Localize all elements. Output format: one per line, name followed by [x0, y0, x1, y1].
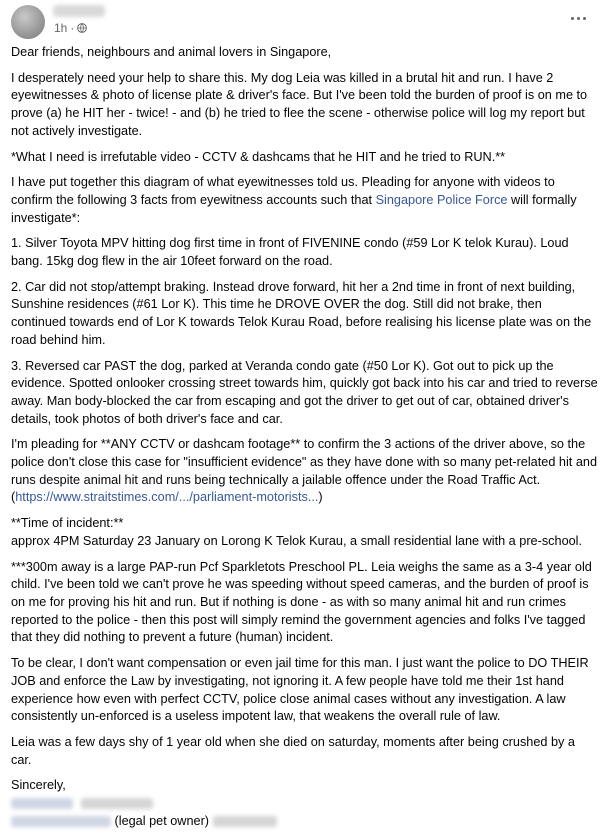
- post-meta: [54, 21, 87, 35]
- incident-time: [11, 515, 598, 550]
- meta-separator: ·: [70, 21, 75, 35]
- fact-2: 2. Car did not stop/attempt braking. Instead drove forward, hit her a 2nd time in front of next building, Sunshine residences (#61 Lor K). This time he DROVE OVER the dog. Still did not brake, then continued towards end of Lor K towards Telok Kurau Road, before realising his license plate was on the road behind him.: [11, 279, 592, 347]
- paragraph-plea-text-a: I'm pleading for **ANY CCTV or dashcam footage** to confirm the 3 actions of the driver above, so the police don't close this case for "insufficient evidence" as they have done with so many pet-related hit and runs despite animal hit and runs being technically a jailable offence under the Road Traffic Act. (: [11, 437, 597, 505]
- signature-name-redacted[interactable]: [11, 798, 73, 809]
- contact-redacted: [213, 816, 277, 827]
- fact-3: 3. Reversed car PAST the dog, parked at Veranda condo gate (#50 Lor K). Got out to pick up the evidence. Spotted onlooker crossing street towards him, quickly got back into his car and tried to reverse away. Man body-blocked the car from escaping and got the driver to get out of car, obtained driver's details, took photos of both driver's face and car.: [11, 358, 598, 426]
- globe-icon[interactable]: [77, 23, 87, 33]
- tag-singapore-police-force[interactable]: Singapore Police Force: [375, 192, 508, 207]
- more-options-icon[interactable]: [568, 8, 588, 28]
- paragraph-clarify: To be clear, I don't want compensation or even jail time for this man. I just want the police to DO THEIR JOB and enforce the Law by investigating, not ignoring it. A few people have told me their 1st hand experience how even with perfect CCTV, police close animal cases without any investigation. A law consistently un-enforced is a useless impotent law, that weakens the overall rule of law.: [11, 656, 589, 724]
- paragraph-leia-age: Leia was a few days shy of 1 year old when she died on saturday, moments after being crushed by a car.: [11, 734, 575, 767]
- paragraph-intro: I desperately need your help to share this. My dog Leia was killed in a brutal hit and run. I have 2 eyewitnesses & photo of license plate & driver's face. But I've been told the burden of proof is on me to prove (a) he HIT her - twice! - and (b) he tried to flee the scene - otherwise police will log my report but not actively investigate.: [11, 70, 588, 138]
- author-name-redacted[interactable]: [53, 5, 105, 17]
- signoff: [11, 777, 598, 830]
- paragraph-diagram-text-b: will formally investigate*:: [11, 192, 577, 225]
- paragraph-request: *What I need is irrefutable video - CCTV & dashcams that he HIT and he tried to RUN.**: [11, 149, 506, 164]
- post-body: [11, 44, 598, 832]
- sincerely-text: Sincerely,: [11, 778, 66, 793]
- tagged-name-redacted[interactable]: [11, 816, 111, 827]
- article-link[interactable]: https://www.straitstimes.com/.../parliament-motorists...: [15, 490, 319, 505]
- post-header: [0, 0, 602, 40]
- fact-1: 1. Silver Toyota MPV hitting dog first time in front of FIVENINE condo (#59 Lor K telok Kurau). Loud bang. 15kg dog flew in the air 10feet forward on the road.: [11, 236, 569, 269]
- greeting: Dear friends, neighbours and animal lovers in Singapore,: [11, 45, 332, 59]
- post-timestamp[interactable]: 1h: [54, 21, 68, 35]
- paragraph-diagram-text-a: I have put together this diagram of what eyewitnesses told us. Pleading for anyone with videos to confirm the following 3 facts from eyewitness accounts such that: [11, 175, 555, 207]
- owner-label: (legal pet owner): [114, 813, 210, 828]
- paragraph-diagram: [11, 174, 598, 227]
- signature-name-redacted-2: [81, 798, 153, 809]
- paragraph-preschool: ***300m away is a large PAP-run Pcf Sparkletots Preschool PL. Leia weighs the same as a 3-4 year old child. I've been told we can't prove he was speeding without speed cameras, and the burden of proof is on me for proving his hit and run. But if nothing is done - as with so many animal hit and run crimes reported to the police - then this post will simply remind the government agencies and folks I've tagged that they did nothing to prevent a future (human) incident.: [11, 559, 592, 645]
- incident-time-body: approx 4PM Saturday 23 January on Lorong K Telok Kurau, a small residential lane with a pre-school.: [11, 533, 583, 548]
- incident-time-title: **Time of incident:**: [11, 516, 124, 531]
- avatar[interactable]: [11, 5, 45, 39]
- paragraph-plea-text-b: ): [318, 490, 323, 505]
- paragraph-plea: [11, 436, 598, 507]
